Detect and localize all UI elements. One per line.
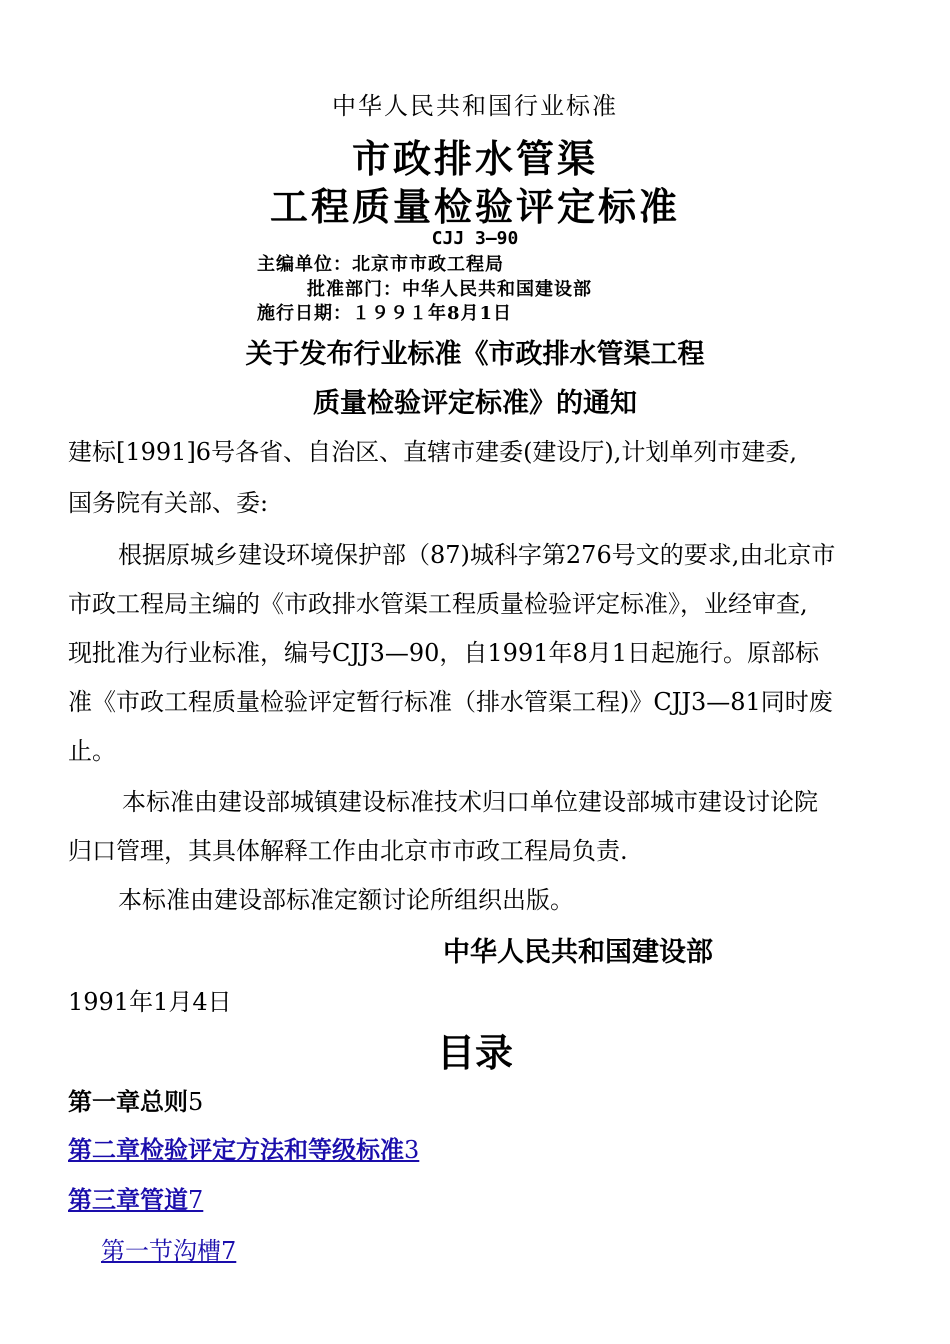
editor-unit: 主编单位：北京市市政工程局 [257,254,504,275]
notice-title-line-2: 质量检验评定标准》的通知 [313,388,637,419]
document-header: 中华人民共和国行业标准 [332,92,618,120]
approving-department: 批准部门：中华人民共和国建设部 [307,279,592,300]
toc-link-chapter-2[interactable] [68,1130,419,1165]
body-line: 本标准由建设部标准定额讨论所组织出版。 [118,886,574,914]
toc-item-label: 第一节沟槽 [101,1237,221,1265]
document-title-line-2: 工程质量检验评定标准 [269,184,680,229]
body-line: 根据原城乡建设环境保护部（87)城科字第276号文的要求,由北京市 [118,541,836,569]
toc-link-chapter-3[interactable] [68,1180,203,1215]
standard-code: CJJ 3—90 [431,228,519,249]
body-line: 准《市政工程质量检验评定暂行标准（排水管渠工程)》CJJ3—81同时废 [68,688,833,716]
body-line: 建标[1991]6号各省、自治区、直辖市建委(建设厅),计划单列市建委, [68,438,798,466]
toc-item-label: 第三章管道 [68,1186,188,1214]
toc-title: 目录 [436,1031,513,1075]
body-line: 市政工程局主编的《市政排水管渠工程质量检验评定标准》，业经审查, [68,590,808,618]
notice-title-line-1: 关于发布行业标准《市政排水管渠工程 [245,339,705,370]
body-line: 止。 [68,737,116,765]
toc-item-page: 3 [404,1136,420,1164]
body-line: 本标准由建设部城镇建设标准技术归口单位建设部城市建设讨论院 [122,788,818,816]
notice-date: 1991年1月4日 [68,988,232,1016]
body-line: 现批准为行业标准，编号CJJ3—90，自1991年8月1日起施行。原部标 [68,639,820,667]
toc-item-page: 7 [188,1186,204,1214]
toc-item-label: 第二章检验评定方法和等级标准 [68,1136,404,1164]
toc-item-page: 7 [221,1237,237,1265]
toc-link-section-1[interactable] [101,1231,236,1266]
signature: 中华人民共和国建设部 [443,937,713,968]
body-line: 国务院有关部、委: [68,489,269,517]
body-line: 归口管理，其具体解释工作由北京市市政工程局负责. [68,837,628,865]
effective-date: 施行日期：１９９１年8月1日 [257,303,513,324]
toc-item-label: 第一章总则 [68,1088,188,1116]
toc-item-chapter-1 [68,1082,203,1117]
document-title-line-1: 市政排水管渠 [351,136,598,181]
toc-item-page: 5 [188,1088,204,1116]
